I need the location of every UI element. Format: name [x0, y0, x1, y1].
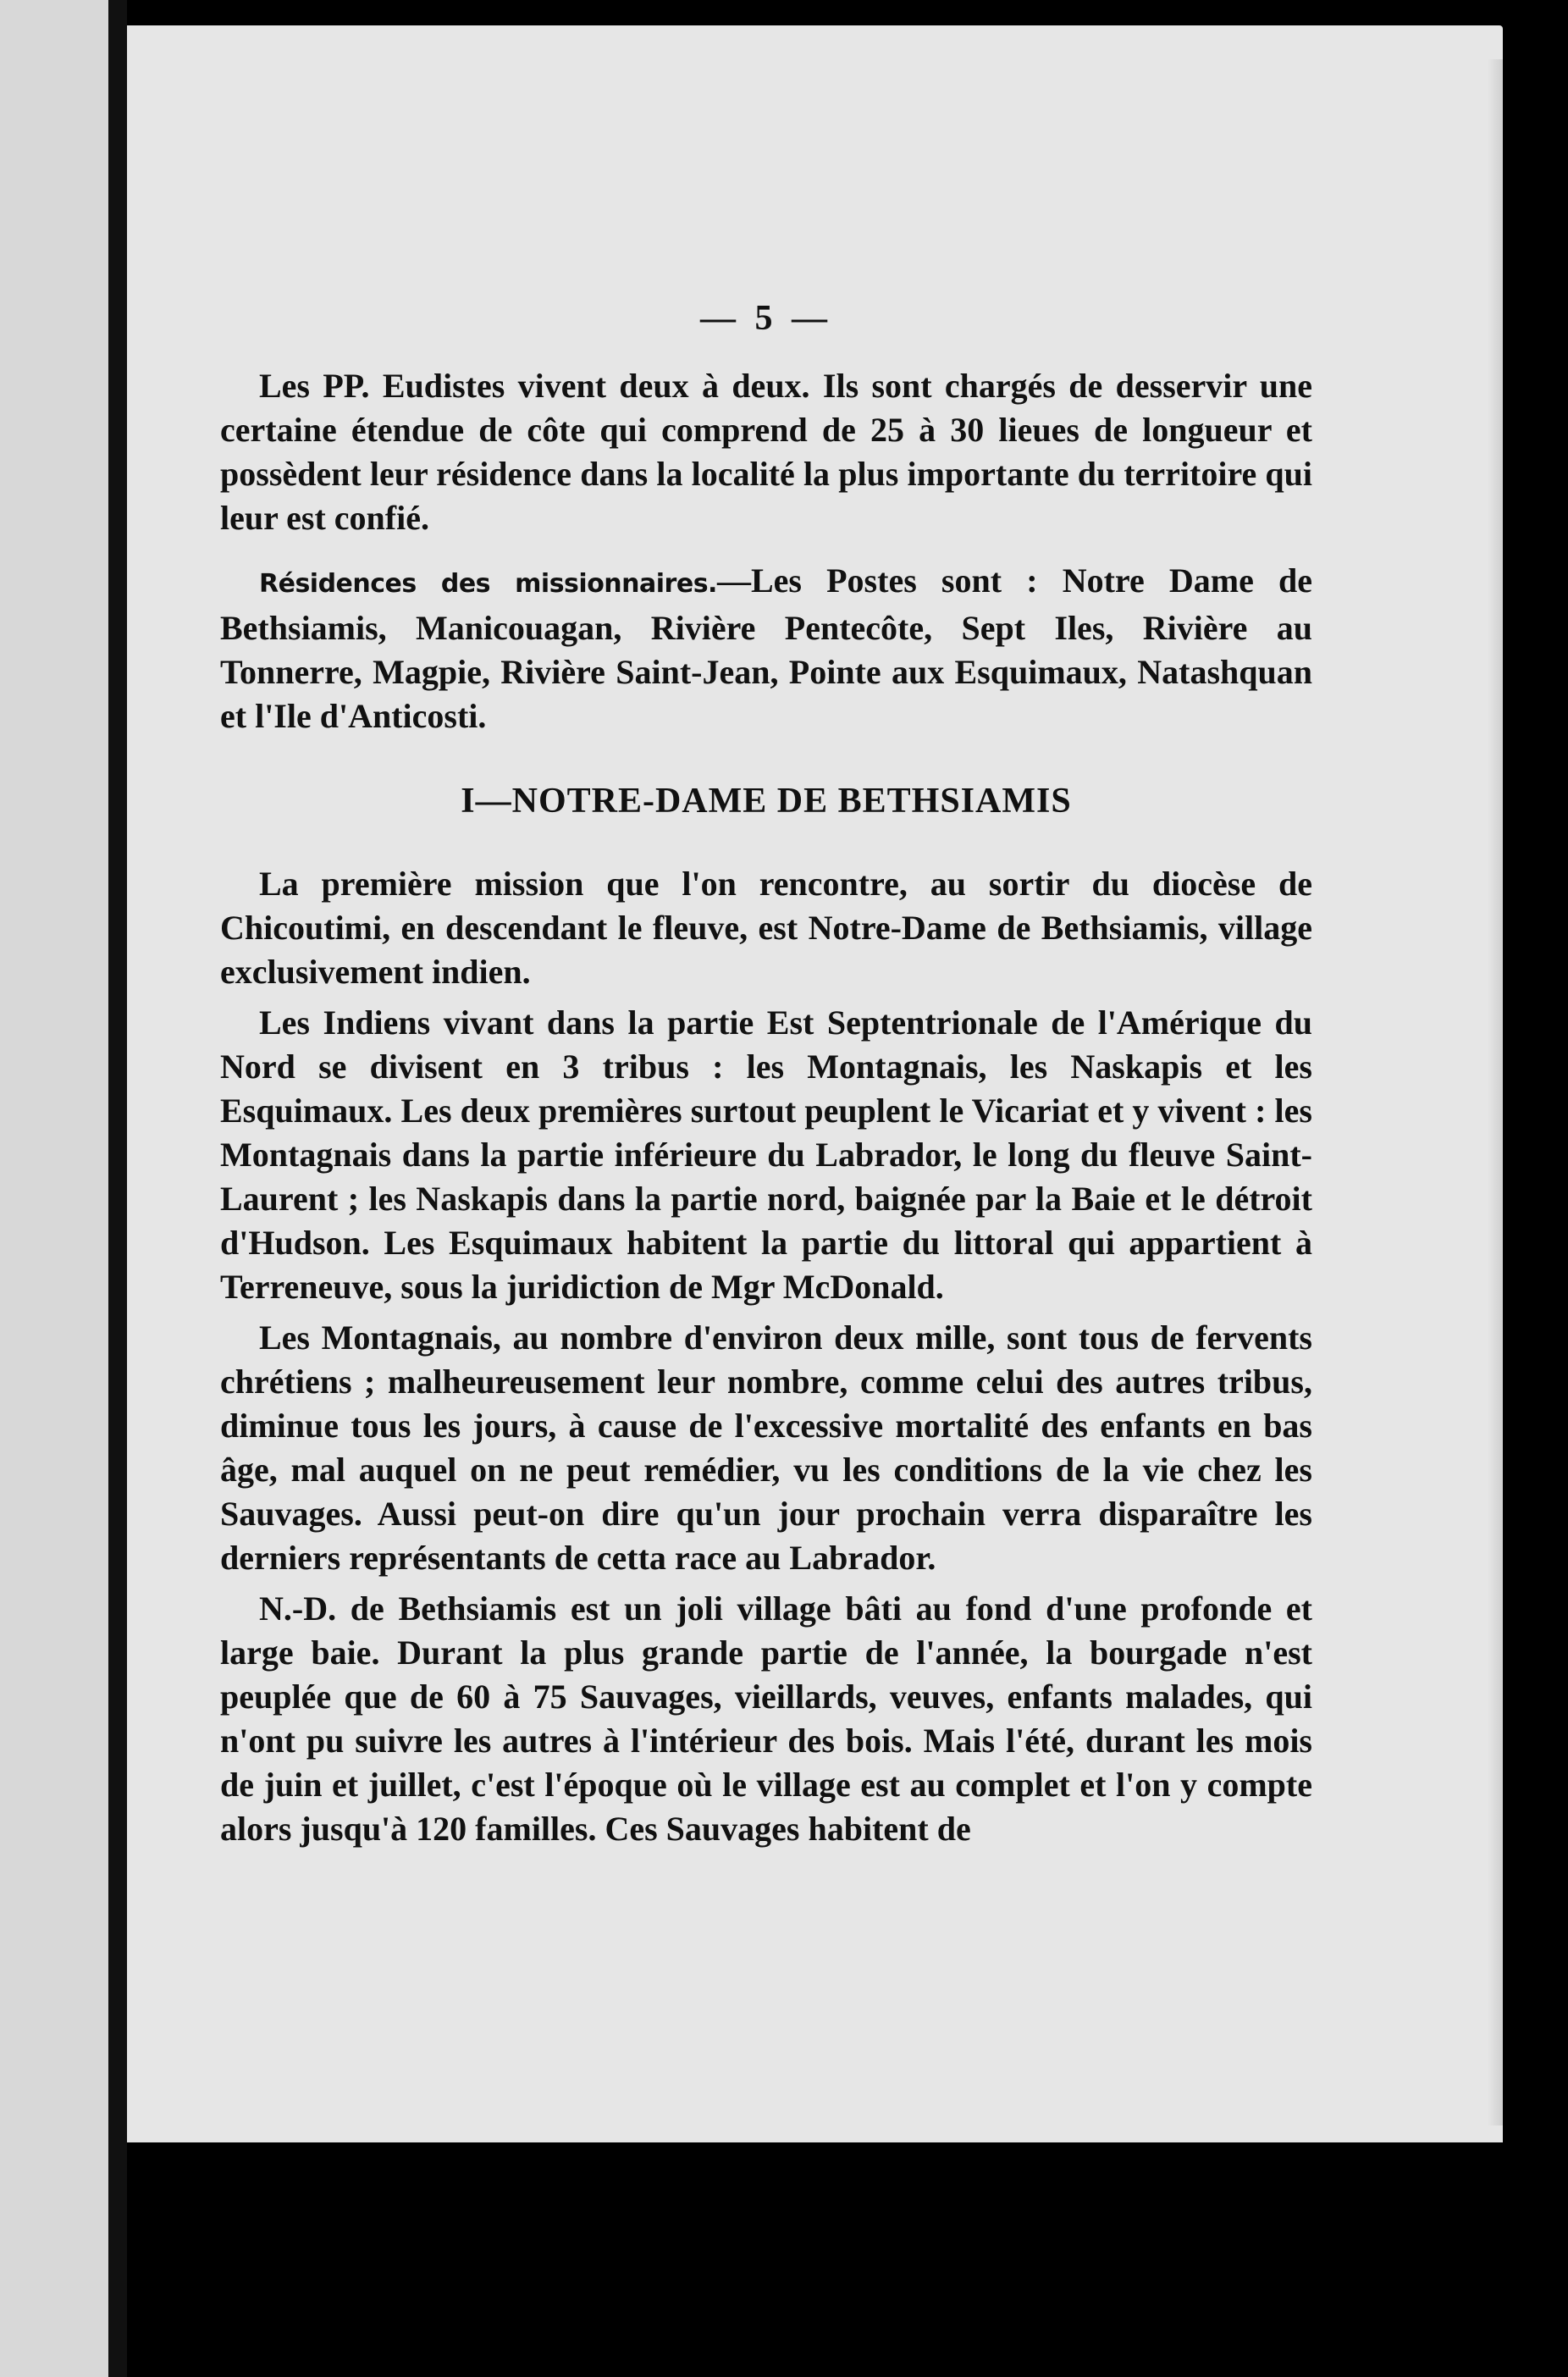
page-edge-shadow [1488, 59, 1503, 2125]
paragraph-village: N.-D. de Bethsiamis est un joli village bâti au fond d'une profonde et large baie. Durant la plus grande partie de l'année, la bourgade n'est peuplée que de 60 à 75 Sauvages, vieillards, veuves, enfants malades, qui n'ont pu suivre les autres à l'intérieur des bois. Mais l'été, durant les mois de juin et juillet, c'est l'époque où le village est au complet et l'on y compte alors jusqu'à 120 familles. Ces Sauvages habitent de [220, 1589, 1312, 1848]
paragraph-residences-body: —Les Postes sont : Notre Dame de Bethsiamis, Manicouagan, Rivière Pentecôte, Sept Iles, Rivière au Tonnerre, Magpie, Rivière Saint-Jean, Pointe aux Esquimaux, Natashquan et l'Ile d'Anticosti. [220, 561, 1313, 735]
chapter-title: I—NOTRE-DAME DE BETHSIAMIS [461, 782, 1072, 821]
paragraph-eudistes: Les PP. Eudistes vivent deux à deux. Ils sont chargés de desservir une certaine étendue de côte qui comprend de 25 à 30 lieues de longueur et possèdent leur résidence dans la localité la plus importante du territoire qui leur est confié. [220, 367, 1312, 537]
section-heading-residences: Résidences des missionnaires. [259, 569, 717, 599]
paragraph-residences [220, 559, 1312, 738]
page-content [220, 296, 1312, 1851]
page-gutter [108, 0, 127, 2377]
previous-page-edge [0, 0, 110, 2377]
page-number: — 5 — [700, 299, 832, 338]
document-page [127, 25, 1503, 2142]
paragraph-first-mission: La première mission que l'on rencontre, au sortir du diocèse de Chicoutimi, en descendant le fleuve, est Notre-Dame de Bethsiamis, village exclusivement indien. [220, 865, 1312, 991]
paragraph-montagnais: Les Montagnais, au nombre d'environ deux mille, sont tous de fervents chrétiens ; malheureusement leur nombre, comme celui des autres tribus, diminue tous les jours, à cause de l'excessive mortalité des enfants en bas âge, mal auquel on ne peut remédier, vu les conditions de la vie chez les Sauvages. Aussi peut-on dire qu'un jour prochain verra disparaître les derniers représentants de cetta race au Labrador. [220, 1318, 1312, 1577]
paragraph-indian-tribes: Les Indiens vivant dans la partie Est Septentrionale de l'Amérique du Nord se divisent en 3 tribus : les Montagnais, les Naskapis et les Esquimaux. Les deux premières surtout peuplent le Vicariat et y vivent : les Montagnais dans la partie inférieure du Labrador, le long du fleuve Saint-Laurent ; les Naskapis dans la partie nord, baignée par la Baie et le détroit d'Hudson. Les Esquimaux habitent la partie du littoral qui appartient à Terreneuve, sous la juridiction de Mgr McDonald. [220, 1003, 1312, 1306]
